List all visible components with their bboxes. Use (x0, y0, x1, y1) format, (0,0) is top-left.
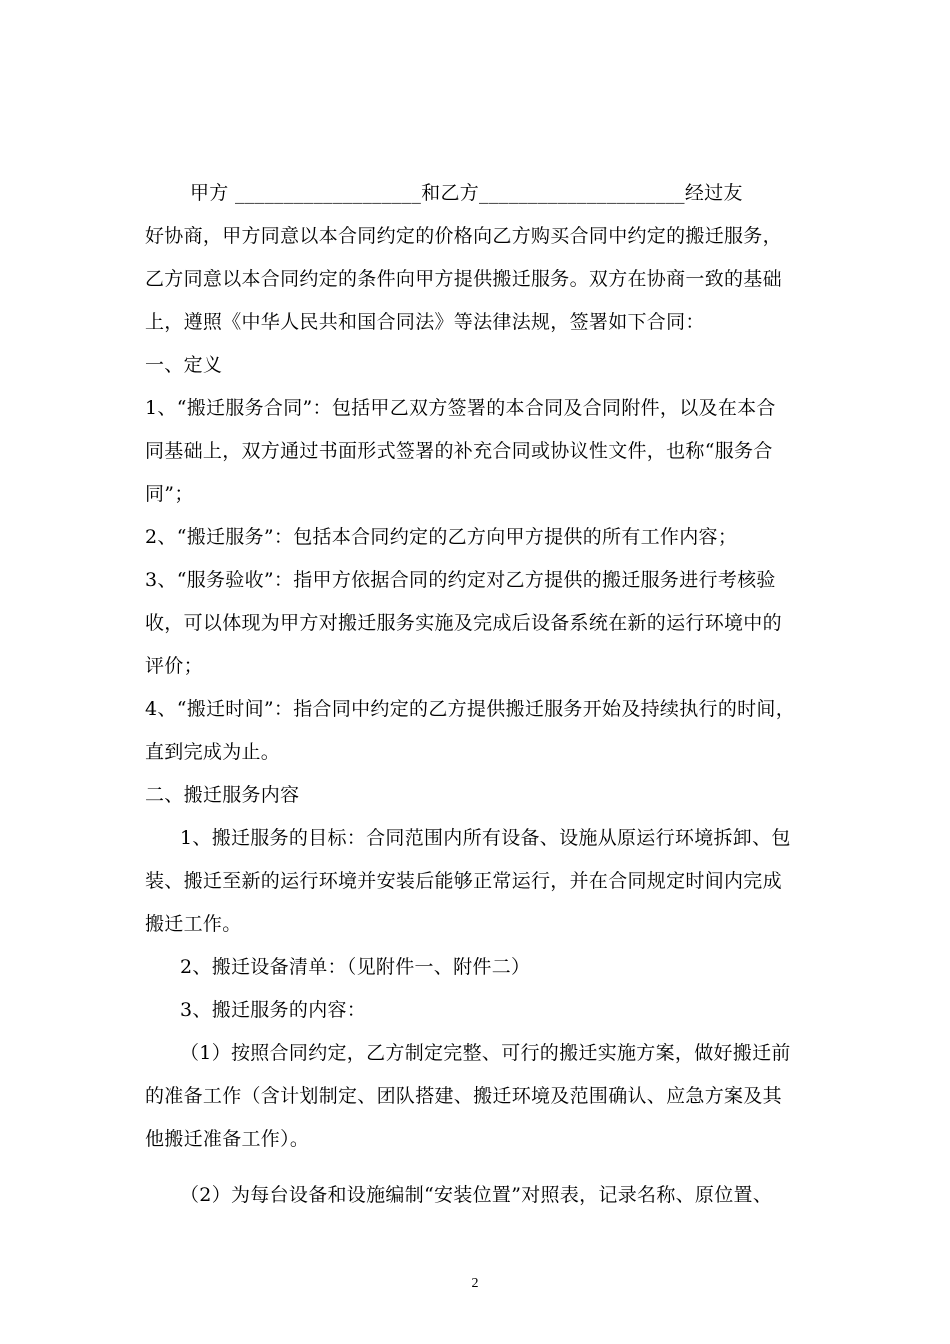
paragraph-line: （1）按照合同约定，乙方制定完整、可行的搬迁实施方案，做好搬迁前 (180, 1042, 791, 1064)
paragraph-line: 装、搬迁至新的运行环境并安装后能够正常运行，并在合同规定时间内完成 (145, 870, 782, 892)
paragraph-line: 3、搬迁服务的内容： (180, 999, 367, 1021)
paragraph-line: 1、“搬迁服务合同”：包括甲乙双方签署的本合同及合同附件，以及在本合 (145, 397, 776, 419)
paragraph-line: 甲方 ___________________和乙方_____________________经过友 (190, 182, 743, 204)
paragraph-line: 2、“搬迁服务”：包括本合同约定的乙方向甲方提供的所有工作内容； (145, 526, 738, 548)
paragraph-line: 2、搬迁设备清单：（见附件一、附件二） (180, 956, 531, 978)
paragraph-line: 搬迁工作。 (145, 913, 242, 935)
paragraph-line: 他搬迁准备工作）。 (145, 1128, 310, 1150)
paragraph-line: 同基础上，双方通过书面形式签署的补充合同或协议性文件，也称“服务合 (145, 440, 773, 462)
paragraph-line: 评价； (145, 655, 203, 677)
section-heading: 一、定义 (145, 354, 223, 376)
paragraph-line: （2）为每台设备和设施编制“安装位置”对照表，记录名称、原位置、 (180, 1184, 773, 1206)
paragraph-line: 的准备工作（含计划制定、团队搭建、搬迁环境及范围确认、应急方案及其 (145, 1085, 782, 1107)
paragraph-line: 1、搬迁服务的目标：合同范围内所有设备、设施从原运行环境拆卸、包 (180, 827, 791, 849)
paragraph-line: 乙方同意以本合同约定的条件向甲方提供搬迁服务。双方在协商一致的基础 (145, 268, 782, 290)
paragraph-line: 4、“搬迁时间”：指合同中约定的乙方提供搬迁服务开始及持续执行的时间， (145, 698, 796, 720)
paragraph-line: 3、“服务验收”：指甲方依据合同的约定对乙方提供的搬迁服务进行考核验 (145, 569, 776, 591)
paragraph-line: 同”； (145, 483, 194, 505)
paragraph-line: 直到完成为止。 (145, 741, 281, 763)
page-number: 2 (471, 1276, 479, 1291)
section-heading: 二、搬迁服务内容 (145, 784, 300, 806)
paragraph-line: 收，可以体现为甲方对搬迁服务实施及完成后设备系统在新的运行环境中的 (145, 612, 782, 634)
paragraph-line: 上，遵照《中华人民共和国合同法》等法律法规，签署如下合同： (145, 311, 705, 333)
paragraph-line: 好协商，甲方同意以本合同约定的价格向乙方购买合同中约定的搬迁服务， (145, 225, 782, 247)
